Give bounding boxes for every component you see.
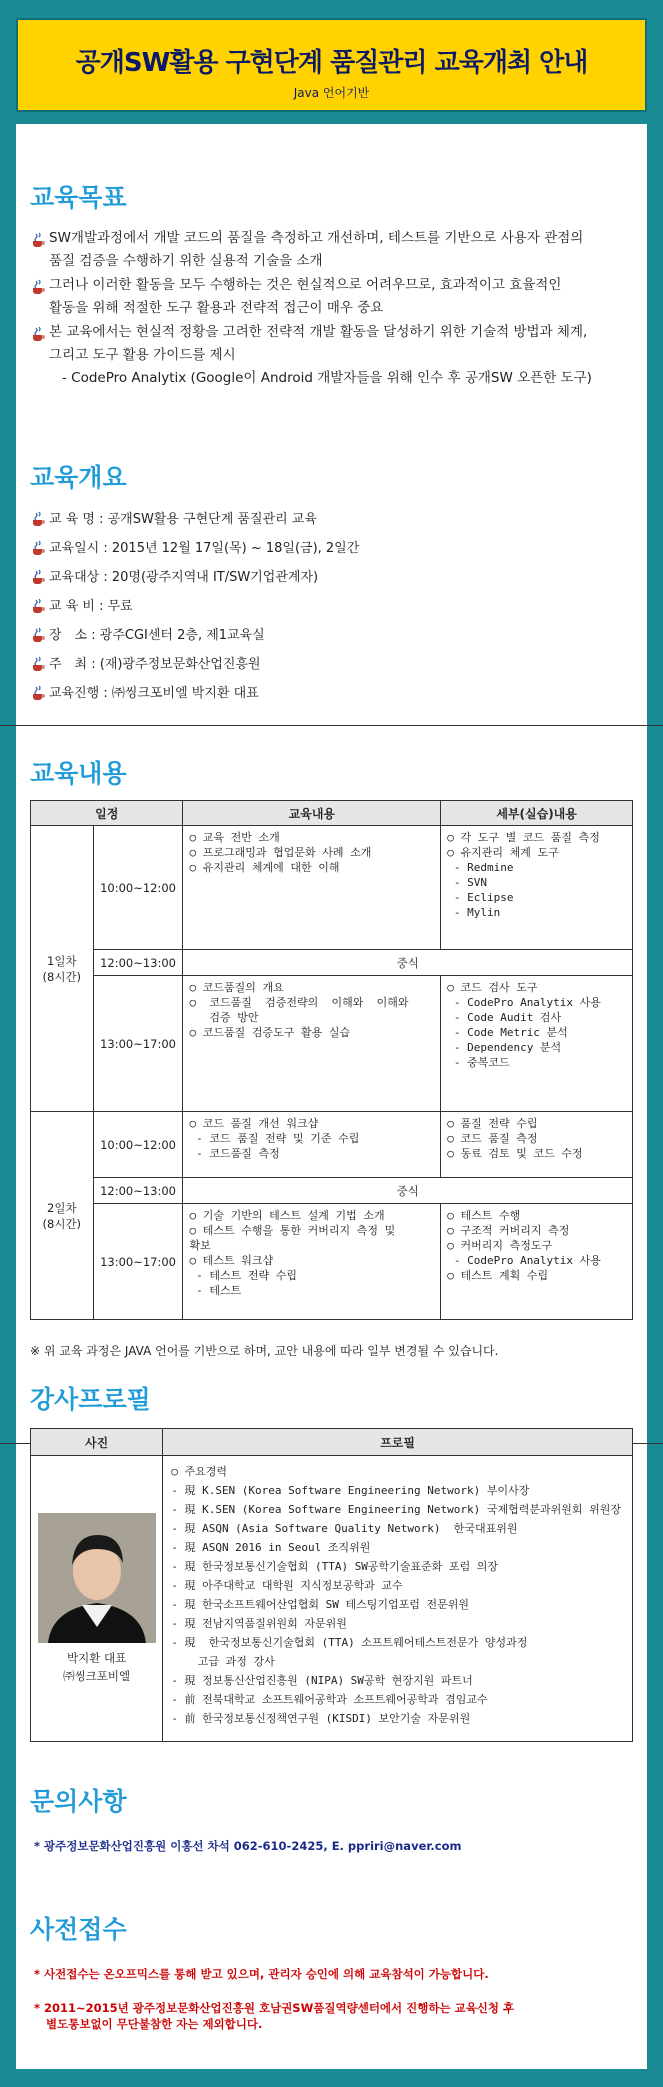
list-line: - 現 한국정보통신기술협회 (TTA) SW공학기술표준화 포럼 의장 — [171, 1560, 499, 1573]
list-line: ○ 각 도구 별 코드 품질 측정 — [447, 831, 600, 844]
list-line: - 테스트 — [189, 1284, 242, 1297]
list-line: ○ 테스트 계획 수립 — [447, 1269, 549, 1282]
java-cup-icon — [30, 569, 46, 585]
overview-heading: 교육개요 — [30, 463, 127, 492]
list-line: - 중복코드 — [447, 1056, 510, 1069]
list-line: - SVN — [447, 876, 487, 889]
list-line: ○ 코드 품질 개선 워크샵 — [189, 1117, 319, 1130]
list-line: - 現 한국소프트웨어산업협회 SW 테스팅기업포럼 전문위원 — [171, 1598, 469, 1611]
list-line: ○ 코드 품질 측정 — [447, 1132, 538, 1145]
profile-list — [163, 1456, 633, 1742]
list-line: - 現 K.SEN (Korea Software Engineering Network) 부이사장 — [171, 1484, 530, 1497]
content-cell — [183, 976, 441, 1112]
inquiry-contact: * 광주정보문화산업진흥원 이홍선 차석 062-610-2425, E. ppriri@naver.com — [34, 1839, 462, 1853]
list-line: - Code Audit 검사 — [447, 1011, 562, 1024]
overview-item: 교 육 명 : 공개SW활용 구현단계 품질관리 교육 — [49, 512, 317, 527]
list-line: - 前 전북대학교 소프트웨어공학과 소프트웨어공학과 겸임교수 — [171, 1693, 488, 1706]
java-cup-icon — [30, 685, 46, 701]
content-heading: 교육내용 — [30, 759, 127, 788]
list-line: - 前 한국정보통신정책연구원 (KISDI) 보안기술 자문위원 — [171, 1712, 471, 1725]
profile-heading: 강사프로필 — [30, 1385, 151, 1414]
java-cup-icon — [30, 627, 46, 643]
list-line: - Mylin — [447, 906, 501, 919]
java-cup-icon — [30, 279, 46, 295]
list-line: - Redmine — [447, 861, 514, 874]
java-cup-icon — [30, 232, 46, 248]
java-cup-icon — [30, 511, 46, 527]
list-line: ○ 구조적 커버리지 측정 — [447, 1224, 570, 1237]
list-line: ○ 코드 검사 도구 — [447, 981, 538, 994]
overview-item: 교 육 비 : 무료 — [49, 599, 133, 614]
content-cell — [183, 826, 441, 950]
detail-cell — [441, 1204, 633, 1320]
detail-cell — [441, 976, 633, 1112]
list-line: ○ 코드품질 검증도구 활용 실습 — [189, 1026, 351, 1039]
list-line: - 現 한국정보통신기술협회 (TTA) 소프트웨어테스트전문가 양성과정 — [171, 1636, 528, 1649]
overview-item: 교육진행 : ㈜씽크포비엘 박지환 대표 — [49, 686, 259, 701]
list-line: 확보 — [189, 1239, 211, 1252]
registration-notice-1: * 사전접수는 온오프믹스를 통해 받고 있으며, 관리자 승인에 의해 교육참석이 가능합니다. — [34, 1967, 489, 1981]
goal-item-2: 그러나 이러한 활동을 모두 수행하는 것은 현실적으로 어려우므로, 효과적이고 효율적인 활동을 위해 적절한 도구 활용과 전략적 접근이 매우 중요 — [49, 277, 562, 316]
overview-item: 교육일시 : 2015년 12월 17일(목) ~ 18일(금), 2일간 — [49, 541, 360, 556]
list-line: - 코드품질 측정 — [189, 1147, 280, 1160]
time-cell: 12:00~13:00 — [93, 950, 183, 976]
goals-heading: 교육목표 — [30, 183, 127, 212]
list-line: - Eclipse — [447, 891, 514, 904]
list-line: - 現 ASQN (Asia Software Quality Network) 한국대표위원 — [171, 1522, 518, 1535]
time-cell: 10:00~12:00 — [93, 826, 183, 950]
schedule-table — [30, 800, 633, 1320]
list-line: - Code Metric 분석 — [447, 1026, 568, 1039]
list-line: ○ 품질 전략 수립 — [447, 1117, 538, 1130]
schedule-header-date: 일정 — [31, 801, 183, 826]
time-cell: 12:00~13:00 — [93, 1178, 183, 1204]
list-line: ○ 기술 기반의 테스트 설계 기법 소개 — [189, 1209, 385, 1222]
instructor-name: 박지환 대표 — [67, 1650, 127, 1665]
java-cup-icon — [30, 326, 46, 342]
list-line: ○ 주요경력 — [171, 1465, 227, 1478]
banner-subtitle: Java 언어기반 — [293, 86, 370, 100]
list-line: - 現 정보통신산업진흥원 (NIPA) SW공학 현장지원 파트너 — [171, 1674, 473, 1687]
schedule-header-content: 교육내용 — [183, 801, 441, 826]
profile-table — [30, 1428, 633, 1742]
list-line: - 現 아주대학교 대학원 지식정보공학과 교수 — [171, 1579, 403, 1592]
profile-header-profile: 프로필 — [163, 1429, 633, 1456]
banner-title: 공개SW활용 구현단계 품질관리 교육개최 안내 — [75, 48, 588, 78]
java-cup-icon — [30, 598, 46, 614]
overview-item: 장 소 : 광주CGI센터 2층, 제1교육실 — [49, 628, 265, 643]
list-line: ○ 유지관리 체계 도구 — [447, 846, 559, 859]
day2-cell: 2일차 (8시간) — [31, 1112, 94, 1320]
instructor-photo — [38, 1513, 156, 1643]
lunch-cell: 중식 — [183, 1178, 633, 1204]
list-line: - Dependency 분석 — [447, 1041, 562, 1054]
detail-cell — [441, 826, 633, 950]
list-line: ○ 동료 검토 및 코드 수정 — [447, 1147, 583, 1160]
content-cell — [183, 1204, 441, 1320]
list-line: ○ 유지관리 체계에 대한 이해 — [189, 861, 340, 874]
profile-header-photo: 사진 — [31, 1429, 163, 1456]
overview-item: 교육대상 : 20명(광주지역내 IT/SW기업관계자) — [49, 570, 319, 585]
list-line: - 現 K.SEN (Korea Software Engineering Network) 국제협력분과위원회 위원장 — [171, 1503, 621, 1516]
list-line: ○ 테스트 워크샵 — [189, 1254, 274, 1267]
goal-tool-line: - CodePro Analytix (Google이 Android 개발자들을 위해 인수 후 공개SW 오픈한 도구) — [62, 370, 592, 386]
list-line: ○ 테스트 수행을 통한 커버리지 측정 및 — [189, 1224, 396, 1237]
schedule-note: ※ 위 교육 과정은 JAVA 언어를 기반으로 하며, 교안 내용에 따라 일부 변경될 수 있습니다. — [30, 1344, 499, 1358]
title-banner — [16, 18, 647, 112]
list-line: - 테스트 전략 수립 — [189, 1269, 297, 1282]
registration-heading: 사전접수 — [30, 1915, 127, 1944]
schedule-header-detail: 세부(실습)내용 — [441, 801, 633, 826]
goal-item-3: 본 교육에서는 현실적 정황을 고려한 전략적 개발 활동을 달성하기 위한 기술적 방법과 체계, 그리고 도구 활용 가이드를 제시 — [49, 324, 588, 363]
list-line: 고급 과정 강사 — [171, 1655, 275, 1668]
time-cell: 13:00~17:00 — [93, 1204, 183, 1320]
java-cup-icon — [30, 656, 46, 672]
photo-cell — [31, 1456, 163, 1742]
registration-notice-2b: 별도통보없이 무단불참한 자는 제외합니다. — [34, 2017, 263, 2031]
list-line: ○ 교육 전반 소개 — [189, 831, 280, 844]
list-line: ○ 코드품질 검증전략의 이해와 이해와 — [189, 996, 409, 1009]
time-cell: 10:00~12:00 — [93, 1112, 183, 1178]
instructor-company: ㈜씽크포비엘 — [63, 1668, 131, 1683]
document-body — [16, 124, 647, 2069]
list-line: - CodePro Analytix 사용 — [447, 1254, 601, 1267]
lunch-cell: 중식 — [183, 950, 633, 976]
list-line: - 現 ASQN 2016 in Seoul 조직위원 — [171, 1541, 371, 1554]
content-cell — [183, 1112, 441, 1178]
list-line: ○ 커버리지 측정도구 — [447, 1239, 553, 1252]
registration-notice-2a: * 2011~2015년 광주정보문화산업진흥원 호남권SW품질역량센터에서 진행하는 교육신청 후 — [34, 2001, 515, 2015]
overview-item: 주 최 : (재)광주정보문화산업진흥원 — [49, 657, 261, 672]
list-line: 검증 방안 — [189, 1011, 259, 1024]
java-cup-icon — [30, 540, 46, 556]
list-line: ○ 코드품질의 개요 — [189, 981, 284, 994]
list-line: - 現 전남지역품질위원회 자문위원 — [171, 1617, 347, 1630]
detail-cell — [441, 1112, 633, 1178]
list-line: ○ 프로그래밍과 협업문화 사례 소개 — [189, 846, 372, 859]
time-cell: 13:00~17:00 — [93, 976, 183, 1112]
list-line: - 코드 품질 전략 및 기준 수립 — [189, 1132, 360, 1145]
list-line: ○ 테스트 수행 — [447, 1209, 521, 1222]
goal-item-1: SW개발과정에서 개발 코드의 품질을 측정하고 개선하며, 테스트를 기반으로 사용자 관점의 품질 검증을 수행하기 위한 실용적 기술을 소개 — [49, 230, 584, 269]
day1-cell: 1일차 (8시간) — [31, 826, 94, 1112]
inquiry-heading: 문의사항 — [30, 1787, 127, 1816]
list-line: - CodePro Analytix 사용 — [447, 996, 601, 1009]
